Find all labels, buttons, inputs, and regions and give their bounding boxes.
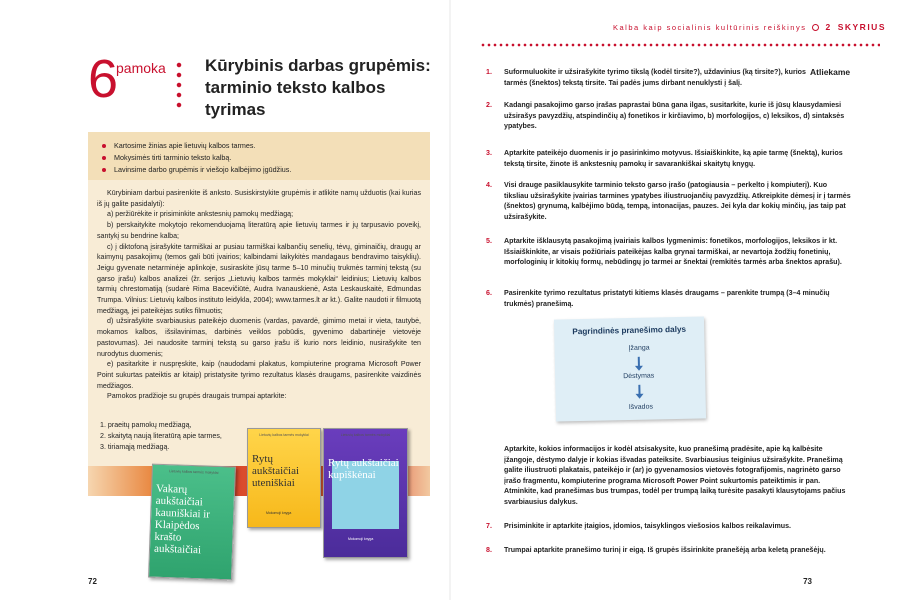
goal-item: Kartosime žinias apie lietuvių kalbos tarmes. [114,140,430,152]
step-followup-text [486,444,851,507]
step-text: Visi drauge pasiklausykite tarminio teksto garso įrašo (patogiausia – perkelto į kompiuterį). Kuo tiksliau užsirašykite įvairias tarmines ypatybes iliustruojančių pavyzdžių. Atkreipkite dėmesį ir į tarmės (šnektos) grynumą, kalbėjimo būdą, tempą, intonacijas, pauzes. Jei kyla dar kokių minčių, jas taip pat užsirašykite. [504,181,851,221]
goal-item: Lavinsime darbo grupėmis ir viešojo kalbėjimo įgūdžius. [114,164,430,176]
header-dotted-rule [480,43,880,47]
step-text: Aptarkite pateikėjo duomenis ir jo pasirinkimo motyvus. Išsiaiškinkite, ką apie tarmę (šnektą), kurios tekstą tirsite, žinote iš ankstesnių pamokų ir savarankiškai skaitytų knygų. [504,149,843,168]
lesson-title-line: Kūrybinis darbas grupėmis: [205,56,431,75]
lesson-title [205,55,435,121]
book-publisher: Mokomoji knyga [348,537,374,541]
chapter-number: 2 [825,22,832,32]
chapter-word: SKYRIUS [837,22,886,32]
step-text: Prisiminkite ir aptarkite įtaigios, įdomios, taisyklingos viešosios kalbos reikalavimus. [504,522,792,530]
diagram-title: Pagrindinės pranešimo dalys [572,324,687,337]
diagram-part-conclusion: Išvados [628,403,653,412]
section-label-atliekame: Atliekame [810,67,851,77]
book-cover-vakaru-aukstaiciai [148,464,236,581]
body-paragraph: Kūrybiniam darbui pasirenkite iš anksto. Susiskirstykite grupėmis ir atlikite namų užduotis (kai kurias iš jų galite pasidalyti): [97,189,421,208]
task-item: 1. praeitų pamokų medžiagą, [100,421,192,429]
step-item [486,67,806,88]
body-paragraph: Pamokos pradžioje su grupės draugais trumpai aptarkite: [107,392,287,401]
body-paragraph: a) peržiūrėkite ir prisiminkite ankstesnių pamokų medžiagą; [107,210,294,219]
step-number: 2. [486,101,492,109]
step-item [486,521,851,532]
step-text: Aptarkite, kokios informacijos ir kodėl atsisakysite, kuo pranešimą pradėsite, apie ką kalbėsite įžangoje, dėstymo dalyje ir kokias išvadas pateiksite. Svarbiausius teiginius užsirašykite. Pranešimą galite iliustruoti plakatais, pateikėjo ir (ar) jo gyvenamosios vietovės fotografijomis, nagrinėto garso įrašo fragmentu, kompiuterine programa Microsoft Power Point sukurtomis pateiktimis ir pan. Atminkite, kad pranešimas bus trumpas, todėl per trumpą laiką turėsite pasakyti klausytojams pačius svarbiausius dalykus. [504,445,846,506]
book-cover-rytu-aukstaiciai-uteniskiai [247,428,321,528]
step-text: Aptarkite išklausytą pasakojimą įvairiais kalbos lygmenimis: fonetikos, morfologijos, leksikos ir kt. Išsiaiškinkite, ar visais požiūriais pateikėjas kalba grynai tarmiškai, ar nevartoja žodžių fonetinių, morfologinių ir kitokių formų, nebūdingų jo tarmei ar šnektai (remkitės tarmės arba šnektos aprašu). [504,237,842,266]
step-number: 1. [486,68,492,76]
lesson-title-line: tarminio teksto kalbos [205,78,386,98]
right-page [450,0,900,600]
goal-item: Mokysimės tirti tarminio teksto kalbą. [114,152,430,164]
down-arrow-icon [638,357,640,367]
running-title: Kalba kaip socialinis kultūrinis reiškinys [612,22,807,32]
step-item [486,148,851,169]
lesson-number: 6 [88,49,119,109]
step-item [486,288,851,309]
diagram-part-body: Dėstymas [623,372,655,381]
book-title: Rytų aukštaičiai kupiškėnai [328,457,399,481]
step-text: Pasirenkite tyrimo rezultatus pristatyti kitiems klasės draugams – parenkite trumpą (3–4 minučių trukmės) pranešimą. [504,289,830,308]
lesson-body-text [97,188,421,402]
discussion-task-list [100,420,222,453]
book-publisher: Mokomoji knyga [266,511,292,515]
header-separator-icon [812,24,819,31]
step-number: 5. [486,237,492,245]
running-header [613,22,886,32]
body-paragraph: d) užsirašykite svarbiausius pateikėjo duomenis (vardas, pavardė, gimimo metai ir vieta, tautybė, mokamos kalbos, išsilavinimas, darbinės veiklos pobūdis, gyvenimo dabartinėje vietovėje pastovumas). Jei naudosite tarminį tekstą su garso įrašu iš kurio nors leidinio, nusirašykite ten nurodytus duomenis; [97,317,421,358]
step-item [486,545,851,556]
book-cover-rytu-aukstaiciai-kupiskenai [323,428,408,558]
step-number: 4. [486,181,492,189]
book-title: Vakarų aukštaičiai kauniškiai ir Klaipėdos krašto aukštaičiai [153,482,211,557]
book-title: Rytų aukštaičiai uteniškiai [252,453,300,489]
lesson-title-line: tyrimas [205,100,266,120]
book-series: Lietuvių kalbos tarmės mokyklai [340,433,391,437]
book-series: Lietuvių kalbos tarmės mokyklai [168,469,219,475]
down-arrow-icon [638,385,640,395]
step-text: Trumpai aptarkite pranešimo turinį ir eigą. Iš grupės išsirinkite pranešėją arba keletą pranešėjų. [504,546,826,554]
body-paragraph: c) į diktofoną įsirašykite tarmiškai ar pusiau tarmiškai kalbančių senelių, tėvų, giminaičių, draugų ar kaimynų pasakojimų (temos gali būti įvairios; kalbindami laikykitės mandagaus bendravimo taisyklių). Jeigu gyvenate netarminėje aplinkoje, susiraskite jūsų tarme 5–10 minučių trukmės tarminį tekstą (su garso įrašu) kalbos analizei (žr. serijos „Lietuvių kalbos tarmės mokyklai“ leidinius; Lietuvių kalbos tarmių chrestomatiją (sudarė Rima Bacevičiūtė, Audra Ivanauskienė, Asta Leskauskaitė, Edmundas Trumpa. Vilnius: Lietuvių kalbos instituto leidykla, 2004); www.tarmes.lt ar kt.). Galite naudoti ir filmuotą medžiagą, jei pateikėjas sutiks filmuotis; [97,242,421,315]
body-paragraph: e) pasitarkite ir nuspręskite, kaip (naudodami plakatus, kompiuterine programa Microsoft Power Point sukurtas pateiktis ar kitaip) pristatysite tyrimo rezultatus klasės draugams, pasirenkite vaizdinės medžiagos. [97,360,421,390]
task-item: 2. skaitytą naują literatūrą apie tarmes, [100,432,222,440]
report-structure-diagram [554,316,706,421]
lesson-goals [88,132,430,180]
page-number-left: 72 [88,577,97,586]
title-dot-divider [176,60,182,112]
step-text: Suformuluokite ir užsirašykite tyrimo tikslą (kodėl tirsite?), uždavinius (ką tirsite?), kurios tarmės (šnektos) tekstą tirsite. Tai padės jums dirbant nenuklysti į šalį. [504,68,806,87]
diagram-part-intro: Įžanga [628,344,650,353]
step-text: Kadangi pasakojimo garso įrašas paprastai būna gana ilgas, susitarkite, kurie iš jūsų klausydamiesi užsirašys pavyzdžių, atspindinčių a) fonetikos ir kirčiavimo, b) morfologijos, c) leksikos, d) sintaksės ypatybes. [504,101,845,130]
step-number: 8. [486,546,492,554]
step-number: 3. [486,149,492,157]
lesson-word: pamoka [116,60,166,76]
body-paragraph: b) perskaitykite mokytojo rekomenduojamą literatūrą apie lietuvių tarmes ir jų tarpusavio poveikį, santykį su bendrine kalba; [97,221,421,240]
step-item [486,236,851,268]
step-item [486,180,851,222]
step-number: 6. [486,289,492,297]
step-number: 7. [486,522,492,530]
task-item: 3. tiriamąją medžiagą. [100,443,170,451]
book-series: Lietuvių kalbos tarmės mokyklai [259,433,309,437]
page-number-right: 73 [803,577,812,586]
step-item [486,100,851,132]
